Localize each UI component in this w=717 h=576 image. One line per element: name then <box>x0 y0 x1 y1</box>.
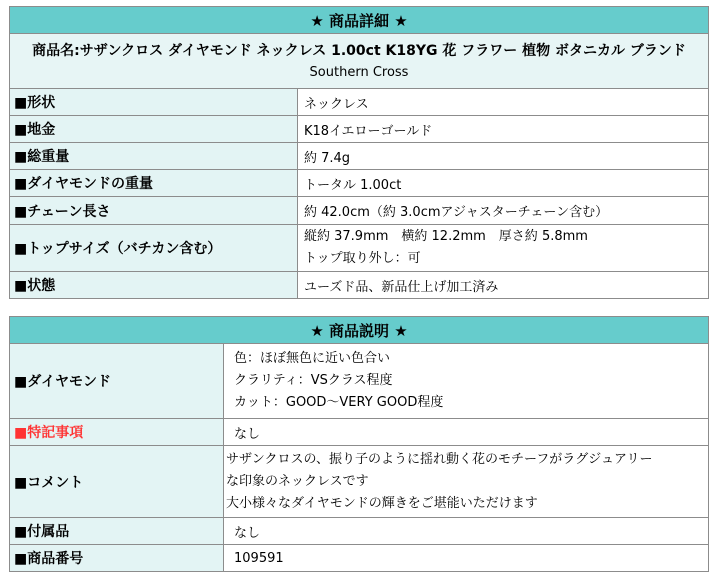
label-total-weight: ■総重量 <box>10 143 298 170</box>
label-special-notes: ■特記事項 <box>10 419 224 446</box>
label-metal: ■地金 <box>10 116 298 143</box>
value-top-detachable: トップ取り外し：可 <box>304 251 421 266</box>
label-comment: ■コメント <box>10 446 224 518</box>
product-brand: Southern Cross <box>309 65 409 80</box>
product-description-table <box>9 316 709 572</box>
comment-line-3: 大小様々なダイヤモンドの輝きをご堪能いただけます <box>226 495 538 511</box>
label-product-number: ■商品番号 <box>10 545 224 572</box>
diamond-color: 色：ほぼ無色に近い色合い <box>234 351 391 366</box>
label-shape: ■形状 <box>10 89 298 116</box>
value-comment <box>224 446 709 518</box>
value-accessories: なし <box>224 518 709 545</box>
value-diamond-weight: トータル 1.00ct <box>298 170 709 197</box>
value-condition: ユーズド品、新品仕上げ加工済み <box>298 272 709 299</box>
value-top-size <box>298 225 709 272</box>
value-total-weight: 約 7.4g <box>298 143 709 170</box>
product-name: 商品名:サザンクロス ダイヤモンド ネックレス 1.00ct K18YG 花 フラワー 植物 ボタニカル ブランド <box>32 43 686 59</box>
value-diamond <box>224 344 709 419</box>
value-chain-length: 約 42.0cm（約 3.0cmアジャスターチェーン含む） <box>298 197 709 225</box>
product-name-cell <box>10 34 709 89</box>
value-metal: K18イエローゴールド <box>298 116 709 143</box>
label-top-size: ■トップサイズ（バチカン含む） <box>10 225 298 272</box>
label-accessories: ■付属品 <box>10 518 224 545</box>
label-diamond-weight: ■ダイヤモンドの重量 <box>10 170 298 197</box>
detail-header: ★ 商品詳細 ★ <box>10 7 709 34</box>
label-diamond: ■ダイヤモンド <box>10 344 224 419</box>
description-header: ★ 商品説明 ★ <box>10 317 709 344</box>
comment-line-2: な印象のネックレスです <box>226 473 369 489</box>
diamond-clarity: クラリティ：VSクラス程度 <box>234 373 393 388</box>
value-special-notes: なし <box>224 419 709 446</box>
value-product-number: 109591 <box>224 545 709 572</box>
product-detail-table <box>9 6 709 299</box>
diamond-cut: カット：GOOD～VERY GOOD程度 <box>234 395 444 410</box>
value-shape: ネックレス <box>298 89 709 116</box>
label-condition: ■状態 <box>10 272 298 299</box>
comment-line-1: サザンクロスの、振り子のように揺れ動く花のモチーフがラグジュアリー <box>226 451 653 467</box>
value-top-size-dimensions: 縦約 37.9mm 横約 12.2mm 厚さ約 5.8mm <box>304 229 588 244</box>
label-chain-length: ■チェーン長さ <box>10 197 298 225</box>
